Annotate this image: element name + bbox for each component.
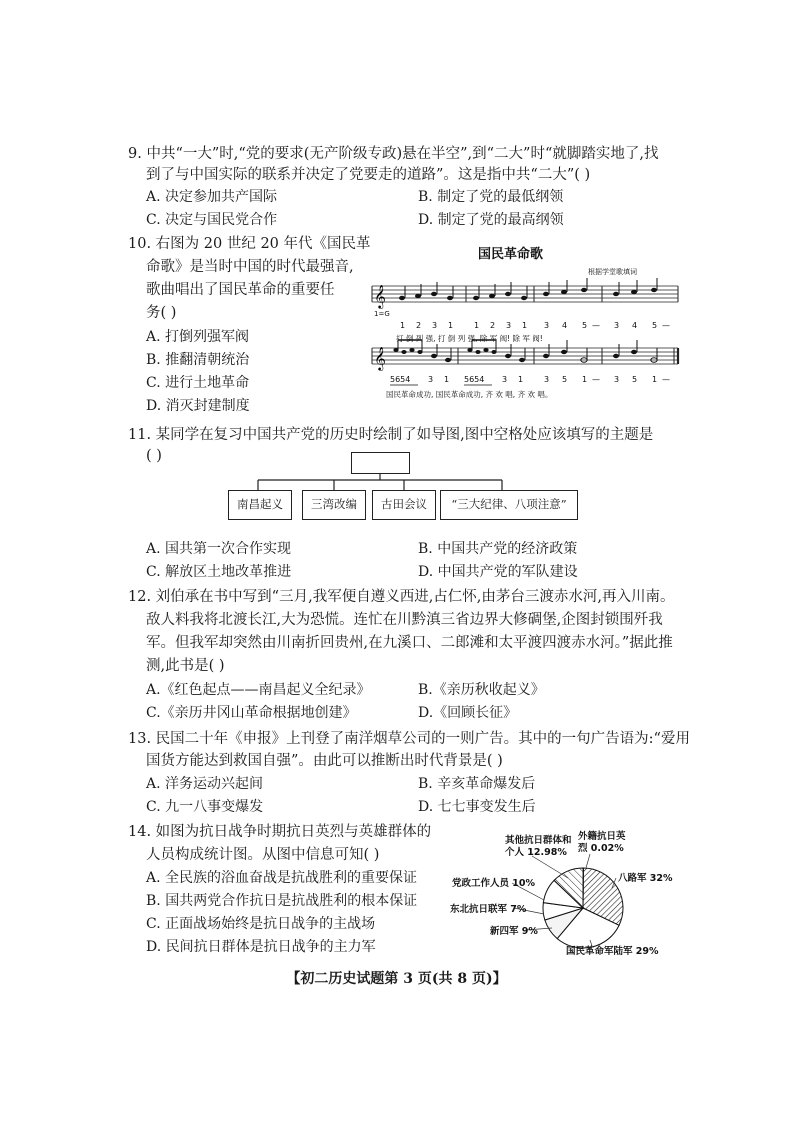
q13-option-d: D. 七七事变发生后 <box>418 799 536 815</box>
jianpu-note: 3 <box>544 375 550 384</box>
q12-option-d: D.《回顾长征》 <box>418 705 518 721</box>
q10-option-d: D. 消灭封建制度 <box>146 398 250 414</box>
jianpu-note: 3 <box>544 321 550 330</box>
staff-row-2-notes <box>393 340 657 362</box>
q14-option-b: B. 国共两党合作抗日是抗战胜利的根本保证 <box>146 893 418 909</box>
q13-option-b: B. 辛亥革命爆发后 <box>418 776 536 792</box>
q14-option-c: C. 正面战场始终是抗日战争的主战场 <box>146 916 376 932</box>
song-source: 根据学堂歌填词 <box>588 268 637 276</box>
q9-option-d: D. 制定了党的最高纲领 <box>418 212 564 228</box>
row-2-numbered-notes <box>390 375 670 384</box>
q9-stem-line1: 9. 中共“一大”时,“党的要求(无产阶级专政)悬在半空”,到“二大”时“就脚踏实地了,找 <box>128 146 659 162</box>
q13-stem-line1: 13. 民国二十年《申报》上刊登了南洋烟草公司的一则广告。其中的一句广告语为:“爱用 <box>128 731 690 747</box>
q9-option-a: A. 决定参加共产国际 <box>146 189 278 205</box>
jianpu-note: 5 <box>632 375 638 384</box>
pie-label-foreign-b: 烈 0.02% <box>578 843 624 854</box>
treble-clef-icon: 𝄞 <box>374 284 386 308</box>
jianpu-note: 3 <box>428 375 434 384</box>
mind-map-box-gutian: 古田会议 <box>372 490 436 520</box>
q11-stem-line1: 11. 某同学在复习中国共产党的历史时绘制了如导图,图中空格处应该填写的主题是 <box>128 427 654 443</box>
q11-option-c: C. 解放区土地改革推进 <box>146 564 292 580</box>
mind-map-box-nanchang: 南昌起义 <box>228 490 292 520</box>
q14-stem-line1: 14. 如图为抗日战争时期抗日英烈与英雄群体的 <box>128 824 432 840</box>
jianpu-note: 1 <box>444 375 450 384</box>
jianpu-note: 3 <box>506 321 512 330</box>
treble-clef-icon: 𝄞 <box>374 346 386 370</box>
q12-option-a: A.《红色起点——南昌起义全纪录》 <box>146 682 371 698</box>
q13-option-a: A. 洋务运动兴起间 <box>146 776 264 792</box>
song-key: 1=G <box>374 310 390 318</box>
row-2-lyrics: 国民革命成功, 国民革命成功, 齐 欢 唱, 齐 欢 唱。 <box>386 390 553 399</box>
staff-row-1-notes <box>399 278 657 300</box>
q10-stem-line2: 命歌》是当时中国的时代最强音, <box>146 259 354 275</box>
q9-option-c: C. 决定与国民党合作 <box>146 212 278 228</box>
q11-option-d: D. 中国共产党的军队建设 <box>418 564 578 580</box>
jianpu-note: 2 <box>416 321 422 330</box>
staff-row-1 <box>372 278 678 309</box>
jianpu-note: — <box>662 375 670 384</box>
pie-label-party: 党政工作人员 10% <box>452 878 536 889</box>
q12-stem-line4: 测,此书是( ) <box>146 658 225 674</box>
q10-stem-line3: 歌曲唱出了国民革命的重要任 <box>146 282 335 298</box>
mind-map-box-sanwan: 三湾改编 <box>302 490 366 520</box>
q12-option-b: B.《亲历秋收起义》 <box>418 682 545 698</box>
q13-stem-line2: 国货方能达到救国自强”。由此可以推断出时代背景是( ) <box>146 753 503 769</box>
jianpu-note: 1 <box>400 321 406 330</box>
pie-label-eighth-route: 八路军 32% <box>618 873 673 884</box>
mind-map-box-discipline: “三大纪律、八项注意” <box>440 490 578 520</box>
staff-row-2 <box>372 340 678 371</box>
q12-stem-line3: 军。但我军却突然由川南折回贵州,在九溪口、二郎滩和太平渡四渡赤水河。”据此推 <box>146 635 673 651</box>
pie-label-other-b: 个人 12.98% <box>505 847 567 858</box>
q11-stem-line2: ( ) <box>146 448 162 464</box>
q13-option-c: C. 九一八事变爆发 <box>146 799 264 815</box>
jianpu-note: 5654 <box>390 375 411 384</box>
row-1-numbered-notes <box>400 321 670 330</box>
q10-option-c: C. 进行土地革命 <box>146 375 250 391</box>
page-footer: 【初二历史试题第 3 页(共 8 页)】 <box>286 971 507 987</box>
pie-label-nra: 国民革命军陆军 29% <box>566 946 659 957</box>
q14-stem-line2: 人员构成统计图。从图中信息可知( ) <box>146 847 380 863</box>
q9-option-b: B. 制定了党的最低纲领 <box>418 189 564 205</box>
jianpu-note: 2 <box>490 321 496 330</box>
jianpu-note: 1 <box>474 321 480 330</box>
q12-option-c: C.《亲历井冈山革命根据地创建》 <box>146 705 357 721</box>
q9-stem-line2: 到了与中国实际的联系并决定了党要走的道路”。这是指中共“二大”( ) <box>146 167 591 183</box>
q10-option-b: B. 推翻清朝统治 <box>146 352 250 368</box>
jianpu-note: 1 <box>582 375 588 384</box>
jianpu-note: 5 <box>562 375 568 384</box>
q12-stem-line1: 12. 刘伯承在书中写到“三月,我军便自遵义西进,占仁怀,由茅台三渡赤水河,再入川南。 <box>128 589 675 605</box>
jianpu-note: 1 <box>522 321 528 330</box>
pie-label-new-fourth: 新四军 9% <box>490 926 538 937</box>
pie-label-northeast: 东北抗日联军 7% <box>450 904 527 915</box>
row-1-lyrics: 打 倒 列 强, 打 倒 列 强, 除 军 阀! 除 军 阀! <box>396 334 543 343</box>
jianpu-note: 4 <box>562 321 568 330</box>
song-score-figure <box>366 240 686 410</box>
jianpu-note: — <box>592 321 600 330</box>
jianpu-note: 1 <box>518 375 524 384</box>
q10-stem-line1: 10. 右图为 20 世纪 20 年代《国民革 <box>128 236 371 252</box>
q11-option-b: B. 中国共产党的经济政策 <box>418 541 578 557</box>
jianpu-note: 5 <box>652 321 658 330</box>
pie-label-other-a: 其他抗日群体和 <box>505 835 572 846</box>
jianpu-note: 3 <box>614 321 620 330</box>
jianpu-note: 5 <box>582 321 588 330</box>
jianpu-note: 1 <box>448 321 454 330</box>
jianpu-note: 3 <box>502 375 508 384</box>
q14-option-a: A. 全民族的浴血奋战是抗战胜利的重要保证 <box>146 870 418 886</box>
q10-stem-line4: 务( ) <box>146 305 177 321</box>
mind-map-blank-box <box>351 452 410 474</box>
pie-label-foreign-a: 外籍抗日英 <box>578 831 626 842</box>
jianpu-note: — <box>592 375 600 384</box>
q10-option-a: A. 打倒列强军阀 <box>146 329 250 345</box>
jianpu-note: 5654 <box>464 375 485 384</box>
heroes-composition-pie-chart <box>440 828 690 963</box>
jianpu-note: — <box>662 321 670 330</box>
song-title: 国民革命歌 <box>478 247 544 262</box>
jianpu-note: 3 <box>432 321 438 330</box>
q12-stem-line2: 敌人料我将北渡长江,大为恐慌。连忙在川黔滇三省边界大修碉堡,企图封锁围歼我 <box>146 612 663 628</box>
pie-leader-line <box>586 854 590 868</box>
q14-option-d: D. 民间抗日群体是抗日战争的主力军 <box>146 939 376 955</box>
jianpu-note: 3 <box>614 375 620 384</box>
jianpu-note: 1 <box>652 375 658 384</box>
pie-leader-line <box>532 856 568 878</box>
jianpu-note: 4 <box>632 321 638 330</box>
q11-option-a: A. 国共第一次合作实现 <box>146 541 292 557</box>
